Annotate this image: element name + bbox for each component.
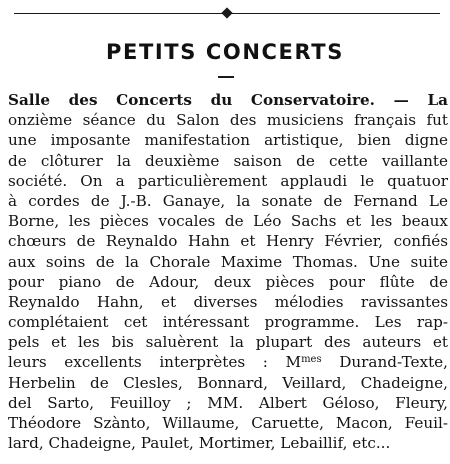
article-line-text: — La xyxy=(374,91,448,109)
heading-dash xyxy=(218,76,234,78)
article-line: de clôturer la deuxième saison de cette vaillante xyxy=(8,151,448,170)
article-line: Borne, les pièces vocales de Léo Sachs et les beaux xyxy=(8,212,448,231)
article-line: Herbelin de Clesles, Bonnard, Veillard, Chadeigne, xyxy=(8,373,448,392)
article-line: pour piano de Adour, deux pièces pour flûte de xyxy=(8,272,448,291)
article-line-text: Durand-Texte, xyxy=(321,353,449,372)
article-line: chœurs de Reynaldo Hahn et Henry Février, confiés xyxy=(8,232,448,251)
article-line: del Sarto, Feuilloy ; MM. Albert Géloso, Fleury, xyxy=(8,393,448,412)
article-line: une imposante manifestation artistique, bien digne xyxy=(8,131,448,150)
article-line: société. On a particulièrement applaudi le quatuor xyxy=(8,171,448,190)
article-line: pels et les bis saluèrent la plupart des auteurs et xyxy=(8,333,448,352)
article-line-text: leurs excellents interprètes : xyxy=(8,353,268,372)
article-body xyxy=(8,90,448,453)
article-line: onzième séance du Salon des musiciens français fut xyxy=(8,111,448,130)
article-line xyxy=(8,352,448,372)
article-line: lard, Chadeigne, Paulet, Mortimer, Lebaillif, etc... xyxy=(8,434,391,453)
rule-diamond-ornament xyxy=(221,7,232,18)
article-line: à cordes de J.-B. Ganaye, la sonate de Fernand Le xyxy=(8,191,448,210)
article-line xyxy=(8,90,448,110)
article-line: aux soins de la Chorale Maxime Thomas. Une suite xyxy=(8,252,448,271)
article-line: Reynaldo Hahn, et diverses mélodies ravissantes xyxy=(8,292,448,311)
venue-lead: Salle des Concerts du Conservatoire. xyxy=(8,91,375,109)
top-rule xyxy=(14,8,440,20)
honorific-superscript: mes xyxy=(301,354,322,366)
section-heading: PETITS CONCERTS xyxy=(106,40,344,64)
article-line: Théodore Szànto, Willaume, Caruette, Macon, Feuil- xyxy=(8,414,448,432)
article-line: complétaient cet intéressant programme. Les rap- xyxy=(8,313,448,332)
honorific-abbrev: M xyxy=(285,353,302,372)
